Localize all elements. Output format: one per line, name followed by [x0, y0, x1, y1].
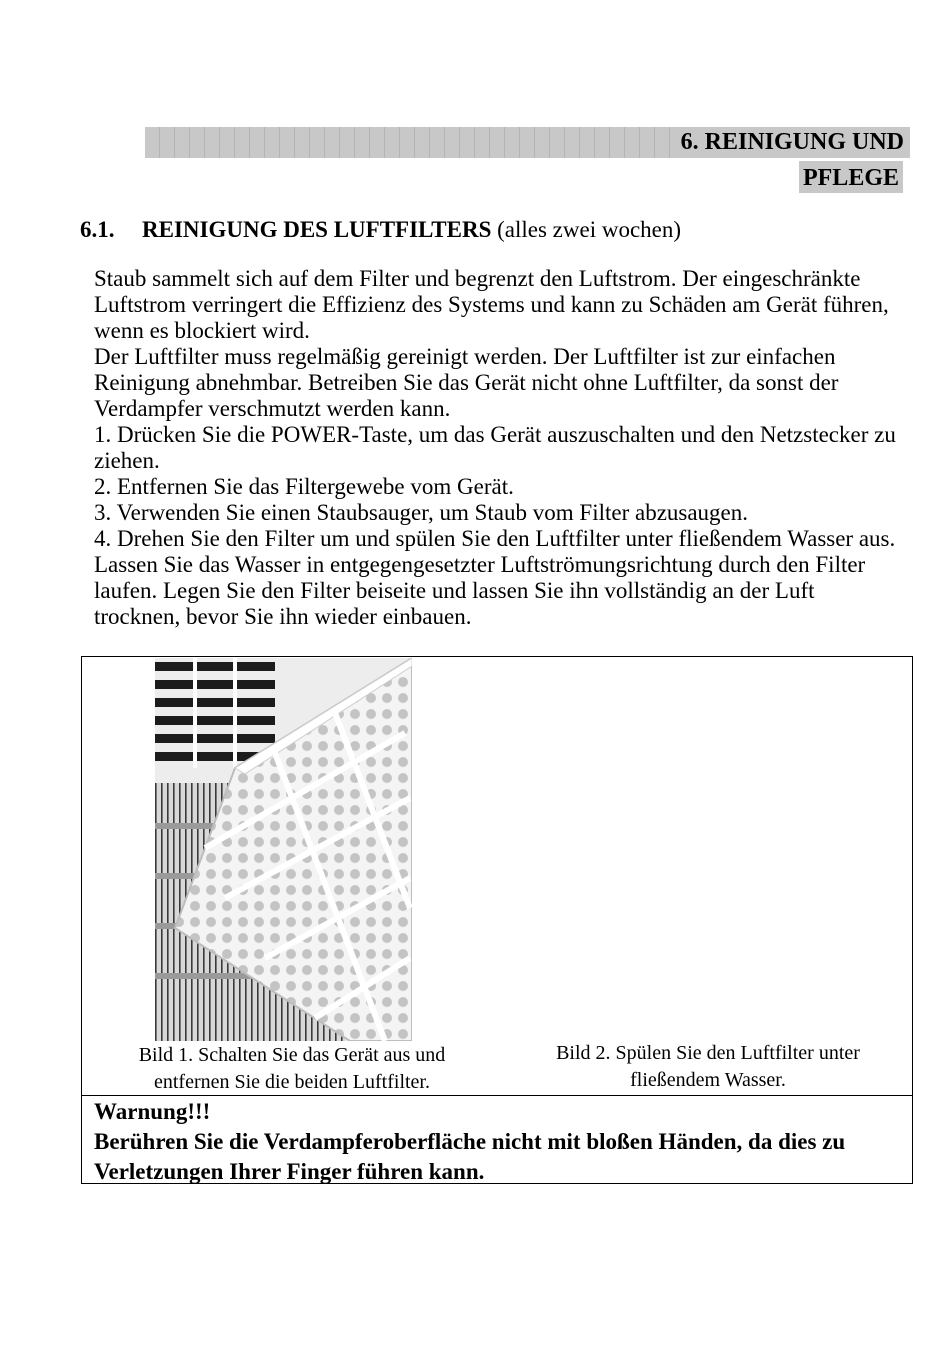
section-note: (alles zwei wochen) — [491, 217, 682, 242]
divider — [82, 1095, 912, 1096]
paragraph-intro: Staub sammelt sich auf dem Filter und begrenzt den Luftstrom. Der eingeschränkte Luftstrom verringert die Effizienz des Systems und kann zu Schäden am Gerät führen, wenn es blockiert wird. — [94, 266, 889, 343]
figure-caption-2: Bild 2. Spülen Sie den Luftfilter unter fließendem Wasser. — [556, 1042, 860, 1091]
warning-title: Warnung!!! — [94, 1099, 211, 1124]
paragraph-filter-info: Der Luftfilter muss regelmäßig gereinigt werden. Der Luftfilter ist zur einfachen Reinigung abnehmbar. Betreiben Sie das Gerät nicht ohne Luftfilter, da sonst der Verdampfer verschmutzt werden kann. — [94, 344, 839, 421]
step-1: 1. Drücken Sie die POWER-Taste, um das Gerät auszuschalten und den Netzstecker zu ziehen. — [94, 422, 896, 473]
body-text — [94, 266, 904, 630]
step-4: 4. Drehen Sie den Filter um und spülen Sie den Luftfilter unter fließendem Wasser aus. Lassen Sie das Wasser in entgegengesetzter Luftströmungsrichtung durch den Filter laufen. Legen Sie den Filter beiseite und lassen Sie ihn vollständig an der Luft trocknen, bevor Sie ihn wieder einbauen. — [94, 526, 896, 629]
section-title: REINIGUNG DES LUFTFILTERS — [142, 217, 492, 242]
chapter-title-line2: PFLEGE — [799, 161, 903, 193]
step-2: 2. Entfernen Sie das Filtergewebe vom Gerät. — [94, 474, 514, 499]
section-heading — [80, 214, 681, 246]
filter-photo — [155, 658, 412, 1041]
figure-box — [81, 656, 913, 1184]
section-number: 6.1. — [80, 217, 115, 242]
warning-text: Berühren Sie die Verdampferoberfläche nicht mit bloßen Händen, da dies zu Verletzungen Ihrer Finger führen kann. — [94, 1129, 846, 1184]
step-3: 3. Verwenden Sie einen Staubsauger, um Staub vom Filter abzusaugen. — [94, 500, 749, 525]
figure-caption-1: Bild 1. Schalten Sie das Gerät aus und entfernen Sie die beiden Luftfilter. — [138, 1044, 446, 1093]
chapter-title-line1: 6. REINIGUNG UND — [675, 127, 910, 158]
warning-block — [94, 1097, 904, 1187]
